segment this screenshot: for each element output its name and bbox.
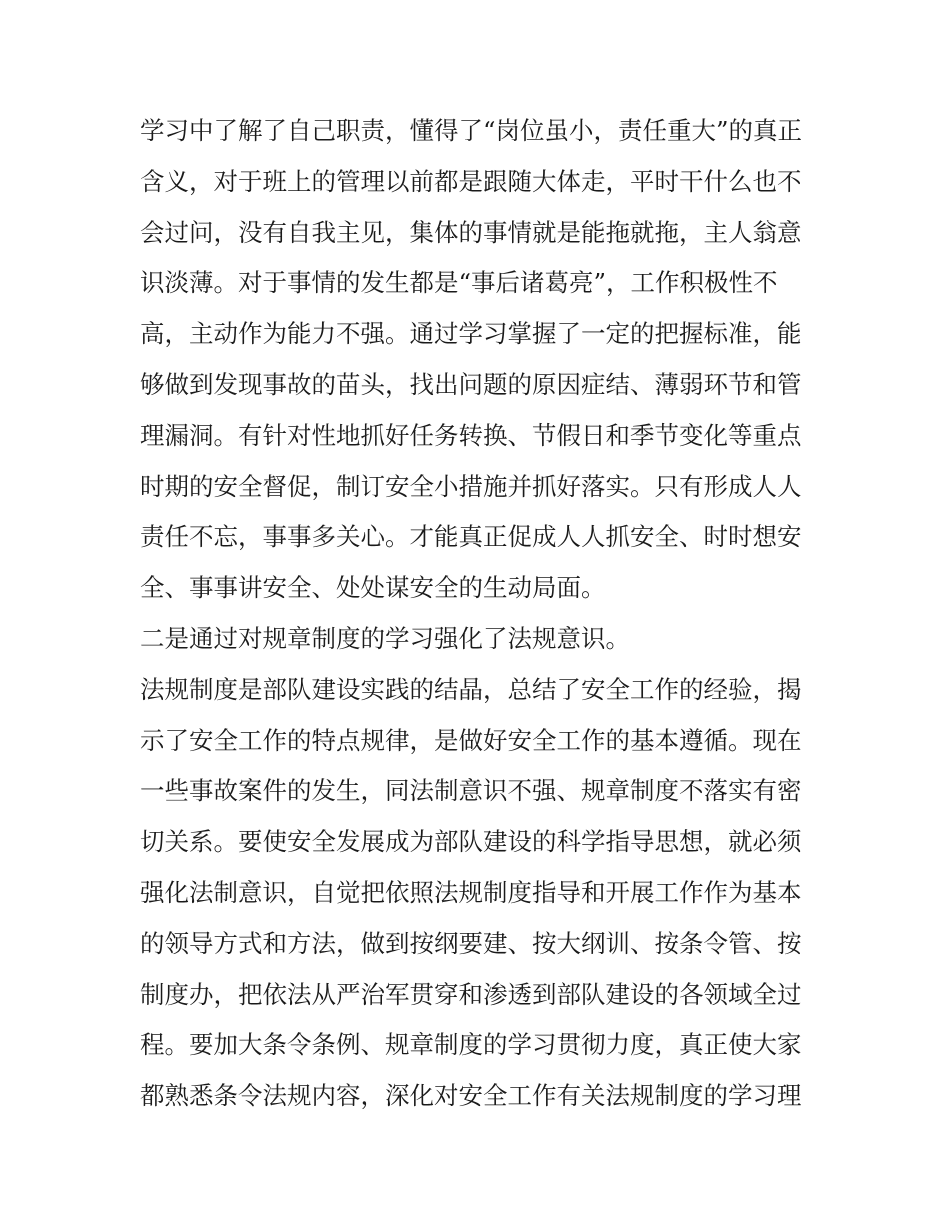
text-line: 都熟悉条令法规内容，深化对安全工作有关法规制度的学习理 <box>140 1081 802 1111</box>
text-line: 一些事故案件的发生，同法制意识不强、规章制度不落实有密 <box>140 776 802 806</box>
text-line: 会过问，没有自我主见，集体的事情就是能拖就拖，主人翁意 <box>140 217 802 247</box>
body-text <box>140 106 820 1122</box>
text-line: 切关系。要使安全发展成为部队建设的科学指导思想，就必须 <box>140 827 802 857</box>
text-line: 够做到发现事故的苗头，找出问题的原因症结、薄弱环节和管 <box>140 369 802 399</box>
text-line: 时期的安全督促，制订安全小措施并抓好落实。只有形成人人 <box>140 471 802 501</box>
text-line: 程。要加大条令条例、规章制度的学习贯彻力度，真正使大家 <box>140 1030 802 1060</box>
section-heading: 二是通过对规章制度的学习强化了法规意识。 <box>140 623 630 653</box>
text-line: 识淡薄。对于事情的发生都是“事后诸葛亮”，工作积极性不 <box>140 268 778 298</box>
text-line: 法规制度是部队建设实践的结晶，总结了安全工作的经验，揭 <box>140 674 802 704</box>
text-line: 的领导方式和方法，做到按纲要建、按大纲训、按条令管、按 <box>140 928 802 958</box>
text-line: 含义，对于班上的管理以前都是跟随大体走，平时干什么也不 <box>140 166 802 196</box>
text-line: 高，主动作为能力不强。通过学习掌握了一定的把握标准，能 <box>140 319 802 349</box>
text-line: 学习中了解了自己职责，懂得了“岗位虽小，责任重大”的真正 <box>140 116 803 145</box>
text-line: 强化法制意识，自觉把依照法规制度指导和开展工作作为基本 <box>140 877 802 907</box>
text-line: 制度办，把依法从严治军贯穿和渗透到部队建设的各领域全过 <box>140 979 802 1009</box>
text-line: 全、事事讲安全、处处谋安全的生动局面。 <box>140 573 606 603</box>
text-line: 责任不忘，事事多关心。才能真正促成人人抓安全、时时想安 <box>140 522 802 552</box>
text-line: 示了安全工作的特点规律，是做好安全工作的基本遵循。现在 <box>140 725 802 755</box>
text-line: 理漏洞。有针对性地抓好任务转换、节假日和季节变化等重点 <box>140 420 802 450</box>
